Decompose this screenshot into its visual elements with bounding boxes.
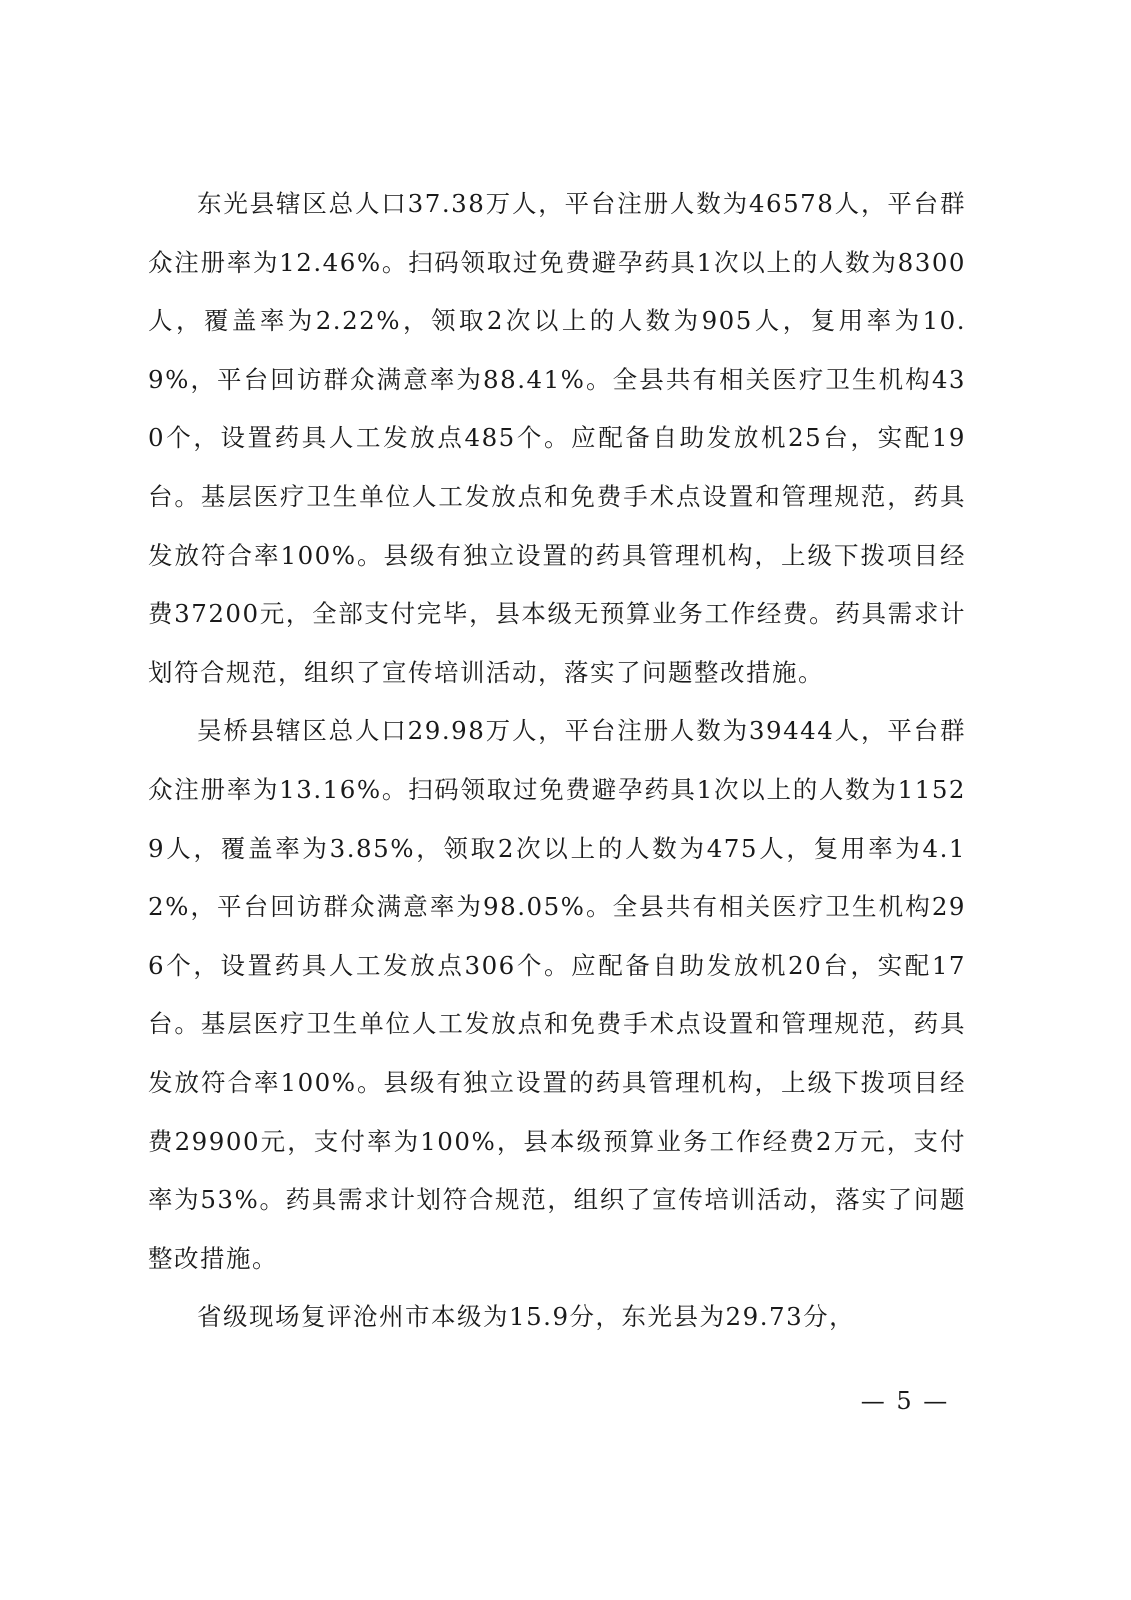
paragraph-provincial-review: 省级现场复评沧州市本级为15.9分，东光县为29.73分， — [197, 1302, 856, 1332]
paragraph-wuqiao: 吴桥县辖区总人口29.98万人，平台注册人数为39444人，平台群众注册率为13.16%。扫码领取过免费避孕药具1次以上的人数为11529人，覆盖率为3.85%，领取2次以上的人数为475人，复用率为4.12%，平台回访群众满意率为98.05%。全县共有相关医疗卫生机构296个，设置药具人工发放点306个。应配备自助发放机20台，实配17台。基层医疗卫生单位人工发放点和免费手术点设置和管理规范，药具发放符合率100%。县级有独立设置的药具管理机构，上级下拨项目经费29900元，支付率为100%，县本级预算业务工作经费2万元，支付率为53%。药具需求计划符合规范，组织了宣传培训活动，落实了问题整改措施。 — [148, 716, 966, 1273]
paragraph-dongguang: 东光县辖区总人口37.38万人，平台注册人数为46578人，平台群众注册率为12.46%。扫码领取过免费避孕药具1次以上的人数为8300人，覆盖率为2.22%，领取2次以上的人数为905人，复用率为10.9%，平台回访群众满意率为88.41%。全县共有相关医疗卫生机构430个，设置药具人工发放点485个。应配备自助发放机25台，实配19台。基层医疗卫生单位人工发放点和免费手术点设置和管理规范，药具发放符合率100%。县级有独立设置的药具管理机构，上级下拨项目经费37200元，全部支付完毕，县本级无预算业务工作经费。药具需求计划符合规范，组织了宣传培训活动，落实了问题整改措施。 — [148, 189, 966, 687]
page-number: — 5 — — [860, 1387, 950, 1415]
document-body — [148, 175, 966, 1347]
